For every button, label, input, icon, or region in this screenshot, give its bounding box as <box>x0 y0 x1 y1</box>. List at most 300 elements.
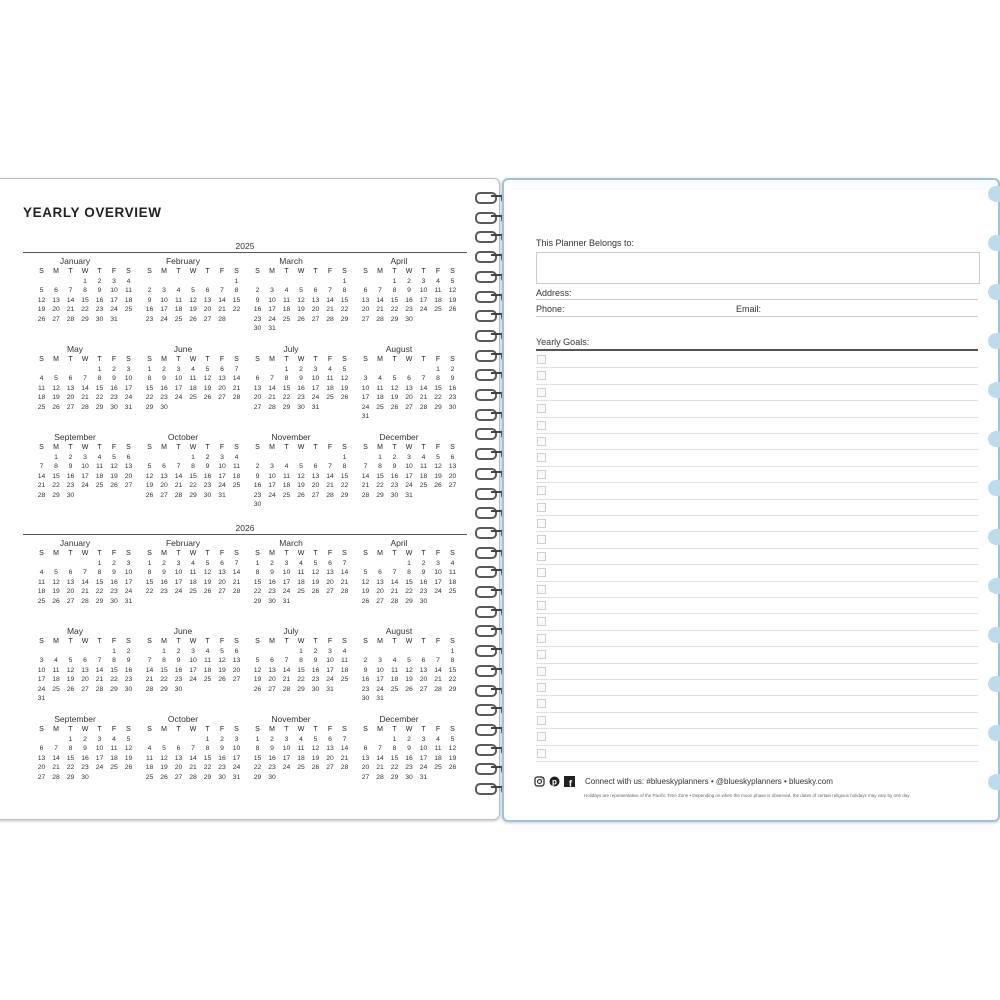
day-cell: 23 <box>174 676 183 683</box>
day-cell: 29 <box>282 403 291 411</box>
day-cell: 21 <box>218 306 226 313</box>
weekday-header: F <box>219 268 225 275</box>
goal-checkbox[interactable] <box>537 568 546 577</box>
weekday-header: F <box>435 726 441 733</box>
empty-day <box>35 277 48 287</box>
day-cell: 20 <box>232 666 241 674</box>
day-cell: 27 <box>376 597 384 605</box>
day-cell: 6 <box>313 287 318 294</box>
day-cell: 27 <box>419 685 428 693</box>
goal-checkbox[interactable] <box>537 355 546 364</box>
day-grid <box>143 637 241 694</box>
weekday-header: F <box>219 638 225 645</box>
month-calendar <box>239 432 349 520</box>
day-cell: 8 <box>83 287 87 294</box>
goal-row[interactable] <box>536 630 978 647</box>
address-line[interactable] <box>536 299 978 300</box>
day-cell: 5 <box>342 365 347 373</box>
day-cell: 12 <box>52 578 60 586</box>
day-cell: 17 <box>160 306 168 313</box>
year-label: 2026 <box>235 523 255 533</box>
goal-row[interactable] <box>536 515 978 532</box>
day-cell: 1 <box>83 277 87 285</box>
day-grid <box>35 443 133 500</box>
month-calendar <box>131 256 241 344</box>
day-cell: 20 <box>66 394 75 401</box>
day-cell: 4 <box>39 569 44 576</box>
day-cell: 19 <box>405 676 413 683</box>
goal-checkbox[interactable] <box>537 667 546 676</box>
day-cell: 6 <box>234 647 239 655</box>
day-cell: 9 <box>421 569 426 576</box>
goal-checkbox[interactable] <box>537 699 546 708</box>
day-cell: 25 <box>434 764 442 771</box>
day-cell: 6 <box>407 375 411 382</box>
weekday-header: M <box>269 726 275 733</box>
day-cell: 26 <box>66 685 75 693</box>
day-cell: 14 <box>326 296 334 304</box>
day-cell: 21 <box>340 754 349 762</box>
weekday-header: T <box>205 726 210 733</box>
day-cell: 3 <box>126 365 131 373</box>
day-cell: 14 <box>282 666 291 674</box>
day-cell: 8 <box>342 463 347 470</box>
day-cell: 16 <box>311 666 320 674</box>
weekday-header: S <box>39 444 44 451</box>
empty-day <box>79 559 92 569</box>
month-name: July <box>283 626 299 636</box>
day-cell: 29 <box>340 315 349 323</box>
day-cell: 2 <box>407 277 411 285</box>
day-cell: 5 <box>313 559 318 567</box>
day-cell: 7 <box>54 745 58 752</box>
month-calendar <box>23 344 133 432</box>
day-cell: 6 <box>270 657 274 664</box>
goal-checkbox[interactable] <box>537 421 546 430</box>
day-cell: 16 <box>268 578 276 586</box>
day-cell: 28 <box>419 403 428 411</box>
day-cell: 11 <box>434 745 442 752</box>
day-cell: 5 <box>39 287 44 294</box>
day-cell: 1 <box>147 559 152 567</box>
month-calendar <box>23 714 133 802</box>
day-cell: 24 <box>124 588 133 595</box>
day-cell: 24 <box>405 482 413 489</box>
day-cell: 27 <box>124 482 133 489</box>
goal-checkbox[interactable] <box>537 601 546 610</box>
day-cell: 10 <box>174 375 183 382</box>
empty-day <box>64 647 77 657</box>
day-cell: 17 <box>174 578 183 586</box>
goal-checkbox[interactable] <box>537 749 546 758</box>
day-cell: 21 <box>81 394 89 401</box>
goal-checkbox[interactable] <box>537 585 546 594</box>
weekday-header: W <box>405 726 413 733</box>
day-cell: 4 <box>342 647 347 655</box>
instagram-icon <box>534 776 545 787</box>
month-tab[interactable] <box>988 284 1000 300</box>
weekday-header: W <box>297 444 305 451</box>
day-cell: 8 <box>284 375 289 382</box>
day-cell: 25 <box>174 315 183 323</box>
day-cell: 1 <box>68 735 73 743</box>
day-cell: 29 <box>253 597 262 605</box>
month-calendar <box>347 538 457 626</box>
day-cell: 10 <box>282 745 291 752</box>
empty-day <box>79 647 92 657</box>
goal-checkbox[interactable] <box>537 617 546 626</box>
weekday-header: W <box>297 726 305 733</box>
empty-day <box>324 453 337 463</box>
day-cell: 17 <box>232 754 241 762</box>
month-calendar <box>239 256 349 344</box>
day-cell: 5 <box>191 287 195 294</box>
day-cell: 20 <box>52 306 60 313</box>
day-cell: 10 <box>160 296 168 304</box>
weekday-header: M <box>269 550 275 557</box>
day-cell: 27 <box>160 491 168 499</box>
day-cell: 14 <box>232 569 241 576</box>
day-cell: 27 <box>311 315 320 323</box>
day-cell: 4 <box>421 453 426 461</box>
weekday-header: W <box>297 268 305 275</box>
day-cell: 21 <box>232 384 241 392</box>
goal-checkbox[interactable] <box>537 486 546 495</box>
day-cell: 26 <box>203 588 212 595</box>
month-tab[interactable] <box>988 578 1000 594</box>
weekday-header: W <box>297 638 305 645</box>
goal-checkbox[interactable] <box>537 683 546 692</box>
month-tab[interactable] <box>988 627 1000 643</box>
weekday-header: T <box>205 550 210 557</box>
goal-row[interactable] <box>536 367 978 384</box>
day-cell: 3 <box>220 453 224 461</box>
day-cell: 1 <box>191 453 195 461</box>
month-tab[interactable] <box>988 382 1000 398</box>
weekday-header: S <box>450 444 455 451</box>
weekday-header: S <box>234 444 239 451</box>
goal-row[interactable] <box>536 384 978 401</box>
day-grid <box>359 725 457 782</box>
owner-name-field[interactable] <box>536 252 980 284</box>
day-cell: 17 <box>326 666 334 674</box>
goal-row[interactable] <box>536 433 978 450</box>
day-cell: 19 <box>311 754 320 762</box>
goal-checkbox[interactable] <box>537 388 546 397</box>
goal-checkbox[interactable] <box>537 634 546 643</box>
day-cell: 6 <box>313 463 318 470</box>
day-cell: 8 <box>392 287 397 294</box>
weekday-header: T <box>68 638 73 645</box>
day-cell: 27 <box>311 491 320 499</box>
day-cell: 14 <box>340 745 349 752</box>
day-cell: 17 <box>124 578 133 586</box>
day-cell: 19 <box>37 306 46 313</box>
month-tab[interactable] <box>988 186 1000 202</box>
month-tab[interactable] <box>988 431 1000 447</box>
weekday-header: T <box>97 638 102 645</box>
month-tab[interactable] <box>988 529 1000 545</box>
day-cell: 20 <box>311 482 320 489</box>
day-cell: 6 <box>68 569 73 576</box>
day-cell: 19 <box>253 676 262 683</box>
goal-checkbox[interactable] <box>537 371 546 380</box>
month-tab[interactable] <box>988 774 1000 790</box>
day-cell: 28 <box>218 315 226 323</box>
footer <box>534 776 833 787</box>
day-cell: 1 <box>392 277 397 285</box>
goal-row[interactable] <box>536 499 978 516</box>
day-cell: 27 <box>66 403 75 411</box>
day-cell: 24 <box>326 676 334 683</box>
day-cell: 17 <box>282 754 291 762</box>
day-grid <box>359 443 457 500</box>
weekday-header: S <box>450 268 455 275</box>
goal-checkbox[interactable] <box>537 519 546 528</box>
day-cell: 15 <box>448 666 457 674</box>
goal-checkbox[interactable] <box>537 437 546 446</box>
day-cell: 13 <box>232 657 241 664</box>
day-cell: 2 <box>392 453 397 461</box>
goal-row[interactable] <box>536 745 978 762</box>
month-tab[interactable] <box>988 235 1000 251</box>
day-cell: 14 <box>376 296 384 304</box>
day-cell: 12 <box>297 472 305 480</box>
day-cell: 22 <box>434 394 442 401</box>
goal-row[interactable] <box>536 663 978 680</box>
day-cell: 12 <box>311 745 320 752</box>
goal-row[interactable] <box>536 400 978 417</box>
day-cell: 22 <box>145 588 154 595</box>
month-tab[interactable] <box>988 725 1000 741</box>
belongs-to-label: This Planner Belongs to: <box>536 238 635 248</box>
day-cell: 16 <box>145 306 154 313</box>
day-cell: 29 <box>340 491 349 499</box>
weekday-header: T <box>97 444 102 451</box>
goal-checkbox[interactable] <box>537 470 546 479</box>
weekday-header: M <box>161 356 167 363</box>
weekday-header: W <box>81 444 89 451</box>
day-cell: 15 <box>52 472 60 480</box>
day-cell: 24 <box>218 482 226 489</box>
empty-day <box>280 647 293 657</box>
day-cell: 4 <box>284 287 289 294</box>
empty-day <box>359 277 372 287</box>
goal-checkbox[interactable] <box>537 453 546 462</box>
day-cell: 3 <box>270 287 274 294</box>
day-cell: 11 <box>297 745 305 752</box>
goal-checkbox[interactable] <box>537 732 546 741</box>
goal-row[interactable] <box>536 449 978 466</box>
weekday-header: S <box>234 356 239 363</box>
day-cell: 3 <box>407 453 411 461</box>
day-cell: 8 <box>97 569 102 576</box>
goal-row[interactable] <box>536 712 978 729</box>
day-cell: 4 <box>39 375 44 382</box>
weekday-header: T <box>205 444 210 451</box>
goal-checkbox[interactable] <box>537 650 546 659</box>
day-cell: 26 <box>390 403 399 411</box>
day-cell: 10 <box>326 657 334 664</box>
goal-row[interactable] <box>536 564 978 581</box>
empty-day <box>251 453 264 463</box>
day-cell: 5 <box>126 735 131 743</box>
goal-row[interactable] <box>536 613 978 630</box>
day-cell: 22 <box>376 482 384 489</box>
day-cell: 22 <box>253 764 262 771</box>
goal-checkbox[interactable] <box>537 552 546 561</box>
day-cell: 22 <box>390 764 399 771</box>
goal-checkbox[interactable] <box>537 503 546 512</box>
day-cell: 6 <box>255 375 260 382</box>
day-cell: 20 <box>66 588 75 595</box>
goal-row[interactable] <box>536 646 978 663</box>
goal-row[interactable] <box>536 597 978 614</box>
day-grid <box>251 549 349 606</box>
month-tab[interactable] <box>988 676 1000 692</box>
day-cell: 23 <box>448 394 457 401</box>
day-cell: 4 <box>436 735 440 743</box>
day-cell: 23 <box>66 482 75 489</box>
day-cell: 20 <box>311 306 320 313</box>
weekday-header: W <box>189 444 197 451</box>
weekday-header: T <box>205 356 210 363</box>
day-cell: 7 <box>342 559 347 567</box>
empty-day <box>50 365 63 375</box>
weekday-header: F <box>111 638 117 645</box>
day-cell: 3 <box>176 365 181 373</box>
weekday-header: W <box>189 726 197 733</box>
weekday-header: T <box>176 550 181 557</box>
day-cell: 21 <box>232 578 241 586</box>
day-cell: 13 <box>326 745 334 752</box>
day-cell: 24 <box>189 676 197 683</box>
weekday-header: T <box>392 638 397 645</box>
month-name: August <box>385 626 413 636</box>
day-cell: 11 <box>434 287 442 294</box>
goal-row[interactable] <box>536 695 978 712</box>
day-cell: 20 <box>326 754 334 762</box>
weekday-header: T <box>313 638 318 645</box>
day-cell: 3 <box>126 559 131 567</box>
goal-row[interactable] <box>536 581 978 598</box>
weekday-header: S <box>234 550 239 557</box>
goal-row[interactable] <box>536 548 978 565</box>
day-cell: 24 <box>160 315 168 323</box>
weekday-header: S <box>147 268 152 275</box>
goal-row[interactable] <box>536 482 978 499</box>
empty-day <box>388 559 401 569</box>
day-cell: 28 <box>232 394 241 401</box>
day-cell: 24 <box>81 482 89 489</box>
day-cell: 26 <box>434 482 442 489</box>
weekday-header: S <box>147 726 152 733</box>
day-cell: 8 <box>162 657 166 664</box>
day-cell: 28 <box>95 685 104 693</box>
goal-row[interactable] <box>536 531 978 548</box>
phone-label: Phone: <box>536 304 565 314</box>
day-cell: 18 <box>189 578 197 586</box>
day-cell: 26 <box>218 676 226 683</box>
day-cell: 9 <box>176 657 181 664</box>
goal-checkbox[interactable] <box>537 716 546 725</box>
day-cell: 9 <box>313 657 318 664</box>
day-cell: 15 <box>390 296 399 304</box>
goal-checkbox[interactable] <box>537 535 546 544</box>
day-cell: 15 <box>434 384 442 392</box>
day-cell: 12 <box>218 657 226 664</box>
weekday-header: F <box>219 444 225 451</box>
day-cell: 19 <box>218 666 226 674</box>
year-2025-block <box>23 236 467 520</box>
day-cell: 21 <box>326 306 334 313</box>
weekday-header: M <box>377 444 383 451</box>
day-cell: 27 <box>203 315 212 323</box>
day-cell: 14 <box>37 472 46 480</box>
phone-email-line[interactable] <box>536 316 978 317</box>
weekday-header: T <box>176 638 181 645</box>
empty-day <box>374 365 387 375</box>
goal-row[interactable] <box>536 679 978 696</box>
day-cell: 4 <box>378 375 382 382</box>
goal-checkbox[interactable] <box>537 404 546 413</box>
day-cell: 26 <box>110 482 118 489</box>
day-cell: 2 <box>220 735 224 743</box>
svg-text:p: p <box>552 777 557 787</box>
day-cell: 12 <box>390 384 399 392</box>
day-cell: 1 <box>97 365 102 373</box>
day-cell: 6 <box>363 287 368 294</box>
day-cell: 25 <box>203 676 212 683</box>
day-cell: 31 <box>419 773 428 781</box>
day-cell: 27 <box>268 685 276 693</box>
month-tab[interactable] <box>988 333 1000 349</box>
weekday-header: T <box>205 268 210 275</box>
day-cell: 13 <box>361 754 370 762</box>
day-cell: 1 <box>205 735 210 743</box>
day-cell: 26 <box>253 685 262 693</box>
day-cell: 14 <box>340 569 349 576</box>
day-cell: 7 <box>83 375 87 382</box>
day-cell: 10 <box>174 569 183 576</box>
day-cell: 29 <box>253 773 262 781</box>
day-cell: 7 <box>328 287 332 294</box>
day-cell: 31 <box>405 491 413 499</box>
day-cell: 30 <box>124 685 133 693</box>
month-grid <box>23 256 467 520</box>
day-cell: 22 <box>189 482 197 489</box>
month-name: May <box>66 626 84 636</box>
goal-row[interactable] <box>536 351 978 368</box>
month-tab[interactable] <box>988 480 1000 496</box>
weekday-header: S <box>363 268 368 275</box>
goal-row[interactable] <box>536 728 978 745</box>
day-cell: 26 <box>145 491 154 499</box>
empty-day <box>417 365 430 375</box>
day-cell: 9 <box>270 569 274 576</box>
goal-row[interactable] <box>536 417 978 434</box>
day-cell: 16 <box>361 676 370 683</box>
day-cell: 30 <box>419 597 428 605</box>
weekday-header: T <box>68 268 73 275</box>
day-cell: 28 <box>376 773 384 781</box>
day-cell: 21 <box>340 578 349 586</box>
day-cell: 25 <box>419 482 428 489</box>
weekday-header: W <box>81 356 89 363</box>
day-cell: 18 <box>434 296 442 304</box>
month-calendar <box>23 432 133 520</box>
goal-row[interactable] <box>536 466 978 483</box>
